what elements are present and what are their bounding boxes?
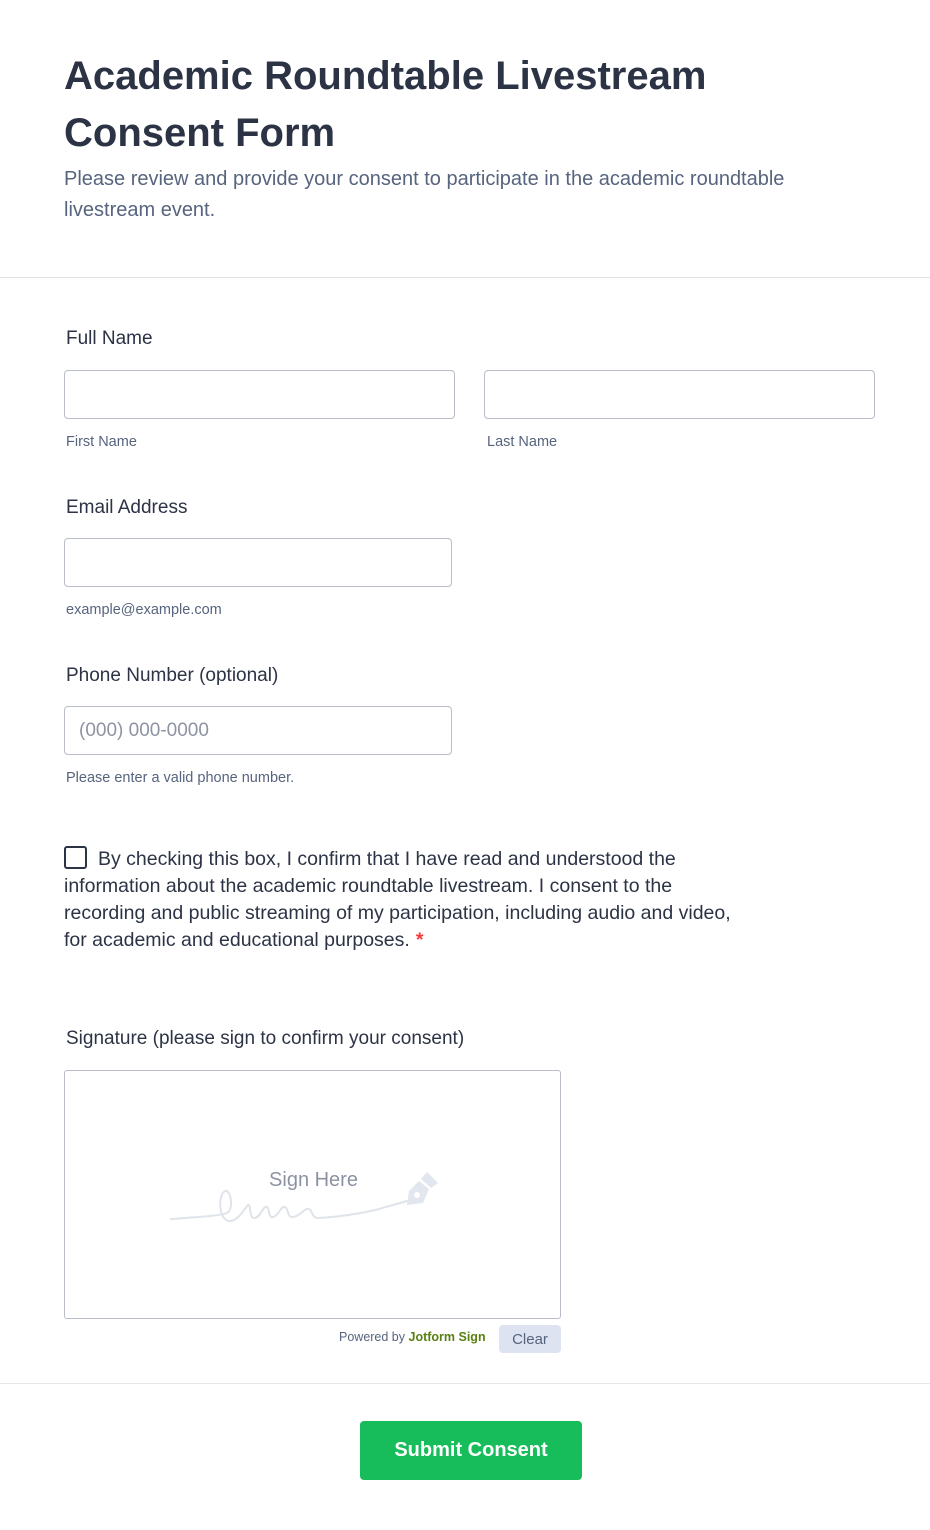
footer-divider <box>0 1383 930 1384</box>
form-subtitle: Please review and provide your consent to participate in the academic roundtable livestream event. <box>64 168 785 221</box>
consent-checkbox[interactable] <box>64 846 87 869</box>
first-name-input[interactable] <box>64 370 455 419</box>
first-name-sublabel: First Name <box>66 434 137 450</box>
powered-by-text: Powered by <box>339 1330 406 1344</box>
consent-field <box>64 846 754 954</box>
email-input[interactable] <box>64 538 452 587</box>
signature-label: Signature (please sign to confirm your consent) <box>66 1028 465 1049</box>
email-label: Email Address <box>66 497 188 518</box>
consent-text: By checking this box, I confirm that I have read and understood the information about the academic roundtable livestream. I consent to the recording and public streaming of my participation, including audio and video, for academic and educational purposes. <box>64 848 731 951</box>
sign-here-text: Sign Here <box>269 1169 358 1191</box>
clear-signature-button[interactable]: Clear <box>499 1325 561 1353</box>
signature-pad[interactable] <box>64 1070 561 1319</box>
phone-label: Phone Number (optional) <box>66 665 279 686</box>
phone-sublabel: Please enter a valid phone number. <box>66 770 295 786</box>
form-header <box>0 0 930 278</box>
powered-by <box>339 1330 486 1344</box>
email-sublabel: example@example.com <box>66 602 222 618</box>
required-asterisk: * <box>415 929 424 951</box>
form-title: Academic Roundtable Livestream Consent Form <box>64 54 707 155</box>
last-name-input[interactable] <box>484 370 875 419</box>
last-name-sublabel: Last Name <box>487 434 558 450</box>
full-name-label: Full Name <box>66 328 153 349</box>
submit-button[interactable]: Submit Consent <box>360 1421 582 1480</box>
phone-input[interactable] <box>64 706 452 755</box>
jotform-sign-brand: Jotform Sign <box>408 1330 486 1344</box>
